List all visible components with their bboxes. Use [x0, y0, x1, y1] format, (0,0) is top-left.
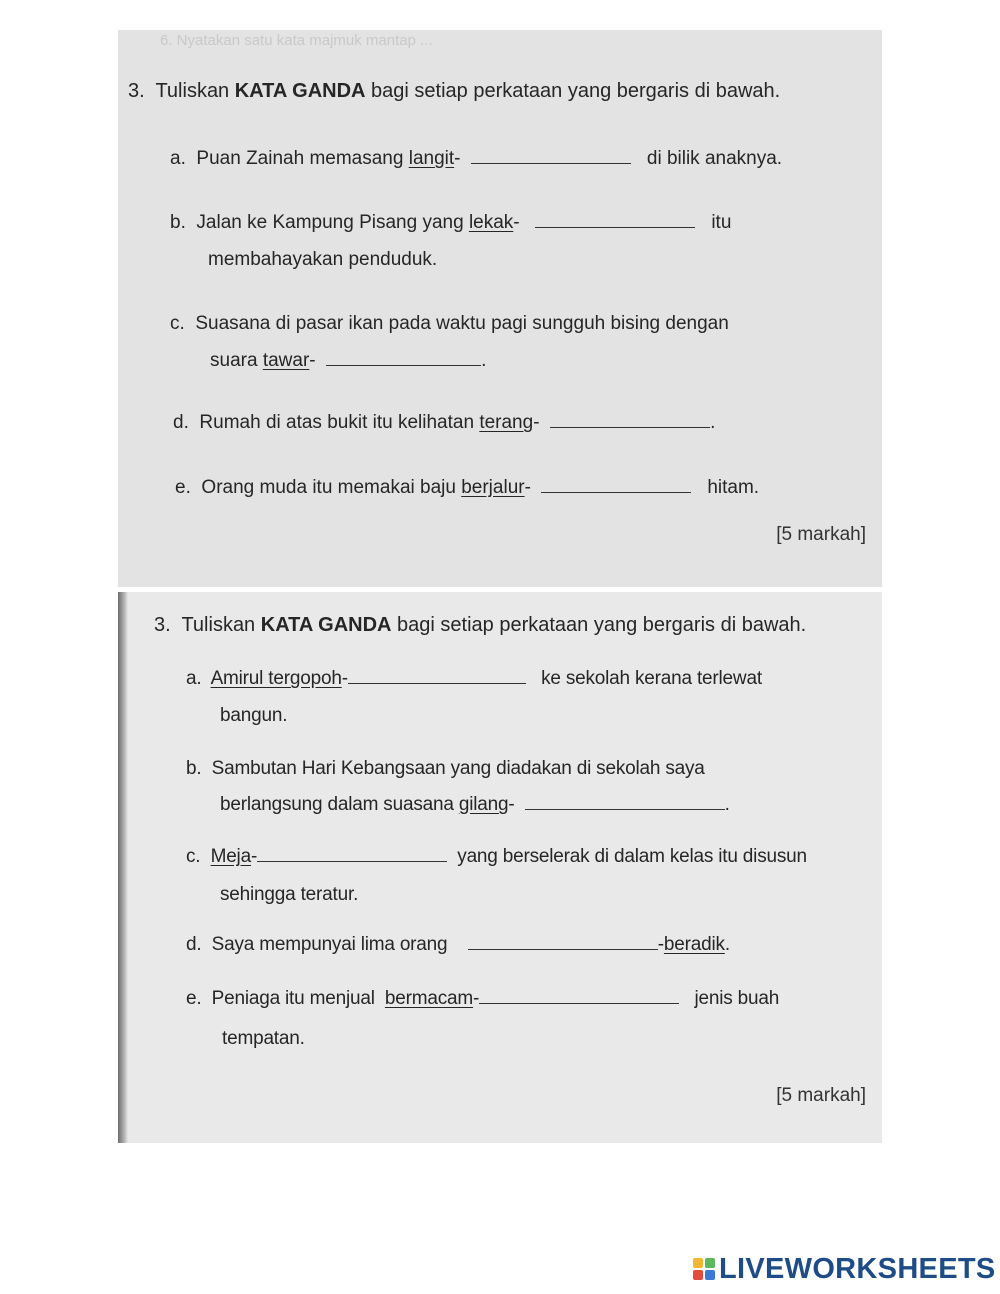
answer-blank-e[interactable] — [479, 989, 679, 1004]
underlined-word: bermacam — [384, 988, 474, 1009]
item-d: d. Rumah di atas bukit itu kelihatan terang- . — [173, 412, 716, 433]
answer-blank-e[interactable] — [541, 478, 691, 493]
item-d: d. Saya mempunyai lima orang -beradik. — [186, 934, 730, 955]
answer-blank-c[interactable] — [326, 351, 481, 366]
item-e: e. Orang muda itu memakai baju berjalur- hitam. — [175, 477, 760, 498]
item-e: e. Peniaga itu menjual bermacam- jenis buah — [186, 988, 780, 1009]
underlined-word: Meja — [210, 846, 251, 867]
worksheet-photo-1 — [118, 30, 882, 587]
worksheet-photo-2 — [118, 592, 882, 1143]
underlined-word: terang — [479, 412, 534, 433]
item-b: b. Sambutan Hari Kebangsaan yang diadakan di sekolah saya — [186, 758, 705, 779]
item-c-continued: suara tawar- . — [210, 350, 487, 371]
item-b-continued: berlangsung dalam suasana gilang- . — [220, 794, 730, 815]
item-b-continued: membahayakan penduduk. — [208, 249, 438, 270]
underlined-word: lekak — [468, 212, 514, 233]
underlined-word: beradik — [663, 934, 725, 955]
answer-blank-b[interactable] — [535, 213, 695, 228]
bleed-through-text: 6. Nyatakan satu kata majmuk mantap ... — [160, 32, 433, 49]
answer-blank-a[interactable] — [348, 669, 526, 684]
item-e-continued: tempatan. — [222, 1028, 305, 1049]
item-a: a. Amirul tergopoh- ke sekolah kerana terlewat — [186, 668, 762, 689]
question-instruction: 3. Tuliskan KATA GANDA bagi setiap perkataan yang bergaris di bawah. — [128, 80, 781, 102]
answer-blank-b[interactable] — [525, 795, 725, 810]
marks-label: [5 markah] — [776, 1085, 866, 1106]
question-instruction: 3. Tuliskan KATA GANDA bagi setiap perkataan yang bergaris di bawah. — [154, 614, 807, 636]
item-b: b. Jalan ke Kampung Pisang yang lekak- itu — [170, 212, 732, 233]
marks-label: [5 markah] — [776, 524, 866, 545]
item-c-continued: sehingga teratur. — [220, 884, 359, 905]
item-c: c. Suasana di pasar ikan pada waktu pagi sungguh bising dengan — [170, 313, 729, 334]
underlined-word: Amirul tergopoh — [210, 668, 342, 689]
underlined-word: langit — [408, 148, 455, 169]
answer-blank-a[interactable] — [471, 149, 631, 164]
underlined-word: berjalur — [461, 477, 525, 498]
answer-blank-c[interactable] — [257, 847, 447, 862]
liveworksheets-logo — [693, 1252, 996, 1286]
item-a: a. Puan Zainah memasang langit- di bilik anaknya. — [170, 148, 783, 169]
underlined-word: tawar — [262, 350, 310, 371]
logo-grid-icon — [693, 1258, 715, 1280]
answer-blank-d[interactable] — [468, 935, 658, 950]
underlined-word: gilang — [458, 794, 509, 815]
answer-blank-d[interactable] — [550, 413, 710, 428]
item-c: c. Meja- yang berselerak di dalam kelas itu disusun — [186, 846, 807, 867]
logo-text: LIVEWORKSHEETS — [719, 1252, 996, 1285]
item-a-continued: bangun. — [220, 705, 288, 726]
